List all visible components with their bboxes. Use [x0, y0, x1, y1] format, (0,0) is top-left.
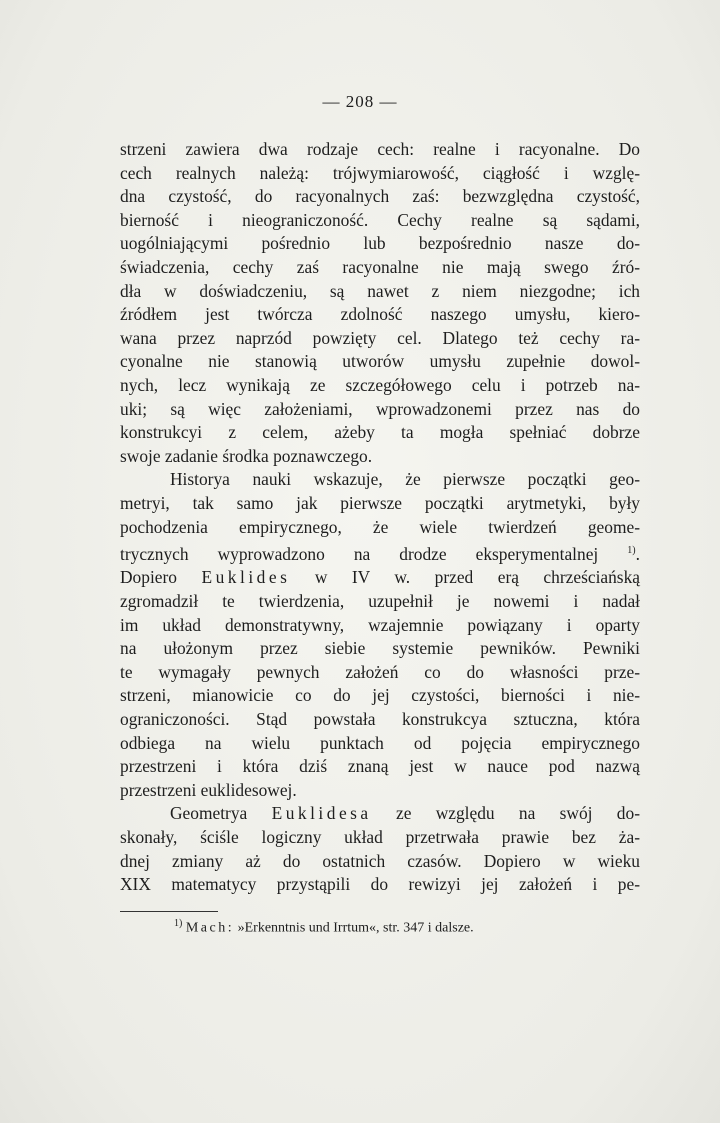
text-segment: .: [635, 543, 640, 564]
spaced-name: Euklidesa: [271, 803, 372, 824]
text-line: uogólniającymi pośrednio lub bezpośrednio nasze do-: [120, 233, 640, 254]
spaced-name: Euklides: [201, 567, 291, 588]
text-line: dna czystość, do racyonalnych zaś: bezwzględna czystość,: [120, 186, 640, 207]
text-segment: Dopiero: [120, 567, 177, 588]
text-line: przestrzeni i która dziś znaną jest w nauce pod nazwą: [120, 756, 640, 777]
text-line: swoje zadanie środka poznawczego.: [120, 445, 373, 466]
text-line-with-footnote-ref: [120, 539, 640, 566]
text-line: świadczenia, cechy zaś racyonalne nie mają swego źró-: [120, 256, 640, 277]
text-line: strzeni, mianowicie co do jej czystości, bierności i nie-: [120, 685, 640, 706]
text-line: konstrukcyi z celem, ażeby ta mogła spełniać dobrze: [120, 422, 640, 443]
body-text: [120, 138, 640, 897]
text-line: dnej zmiany aż do ostatnich czasów. Dopiero w wieku: [120, 850, 640, 871]
text-line: metryi, tak samo jak pierwsze początki arytmetyki, były: [120, 492, 640, 513]
text-segment: trycznych wyprowadzono na drodze eksperymentalnej: [120, 543, 599, 564]
text-line: na ułożonym przez siebie systemie pewników. Pewniki: [120, 638, 640, 659]
footnote-text: »Erkenntnis und Irrtum«, str. 347 i dalsze.: [237, 920, 474, 936]
text-line: ograniczoności. Stąd powstała konstrukcya sztuczna, która: [120, 709, 640, 730]
text-line: te wymagały pewnych założeń co do własności prze-: [120, 661, 640, 682]
text-line: przestrzeni euklidesowej.: [120, 779, 297, 800]
text-line: źródłem jest twórcza zdolność naszego umysłu, kiero-: [120, 304, 640, 325]
text-line: XIX matematycy przystąpili do rewizyi jej założeń i pe-: [120, 874, 640, 895]
text-line: skonały, ściśle logiczny układ przetrwała prawie bez ża-: [120, 827, 640, 848]
text-segment: ze względu na swój do-: [395, 803, 640, 824]
text-line: odbiega na wielu punktach od pojęcia empirycznego: [120, 732, 640, 753]
footnote-reference[interactable]: 1): [627, 545, 636, 557]
footnote-author: Mach:: [185, 920, 235, 936]
text-line: cech realnych należą: trójwymiarowość, ciągłość i wzglę-: [120, 162, 640, 183]
footnote: [174, 918, 474, 937]
text-line: im układ demonstratywny, wzajemnie powiązany i oparty: [120, 614, 640, 635]
text-line: cyonalne nie stanowią utworów umysłu zupełnie dowol-: [120, 351, 640, 372]
text-line-with-spaced-name: [120, 802, 640, 826]
footnote-marker: 1): [174, 918, 183, 929]
text-line: pochodzenia empirycznego, że wiele twierdzeń geome-: [120, 516, 640, 537]
text-line: wana przez naprzód powzięty cel. Dlatego też cechy ra-: [120, 327, 640, 348]
text-line: strzeni zawiera dwa rodzaje cech: realne i racyonalne. Do: [120, 139, 640, 159]
text-line: zgromadził te twierdzenia, uzupełnił je nowemi i nadał: [120, 591, 640, 612]
text-line: uki; są więc założeniami, wprowadzonemi przez nas do: [120, 398, 640, 419]
text-line: nych, lecz wynikają ze szczegółowego celu i potrzeb na-: [120, 374, 640, 395]
text-line: bierność i nieograniczoność. Cechy realne są sądami,: [120, 209, 640, 230]
text-line: Historya nauki wskazuje, że pierwsze początki geo-: [170, 469, 640, 490]
page-number: — 208 —: [322, 92, 398, 111]
text-segment: w IV w. przed erą chrześciańską: [314, 567, 640, 588]
text-segment: Geometrya: [170, 803, 248, 824]
footnote-divider: [120, 911, 218, 912]
text-line: dła w doświadczeniu, są nawet z niem niezgodne; ich: [120, 280, 640, 301]
text-line-with-spaced-name: [120, 566, 640, 590]
